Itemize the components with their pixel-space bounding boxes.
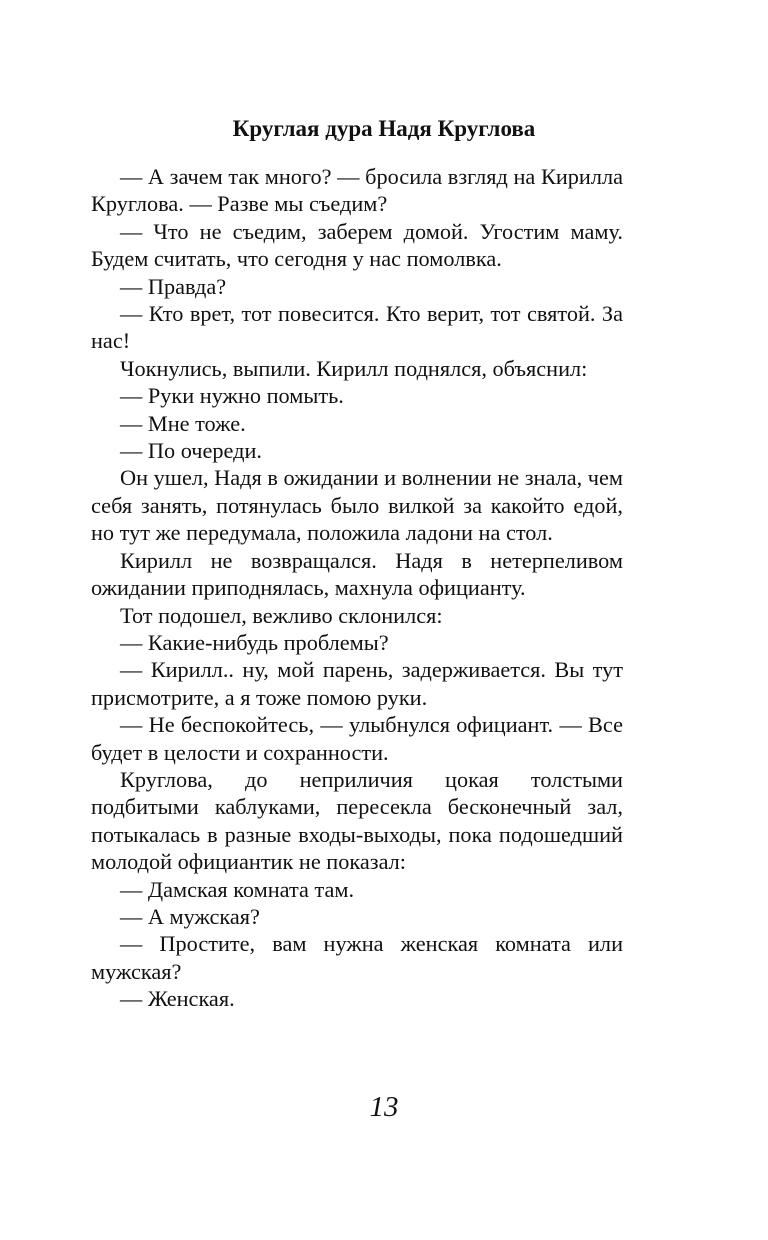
paragraph: — Мне тоже.: [120, 410, 246, 436]
paragraph: — Правда?: [120, 273, 227, 299]
paragraph: — А мужская?: [120, 903, 260, 929]
paragraph: — Кто врет, тот повесится. Кто верит, тот святой. За нас!: [91, 301, 623, 354]
page-number: 13: [369, 1091, 399, 1123]
paragraph: Круглова, до неприличия цокая толстыми подбитыми каблуками, пересекла бесконечный зал, потыкалась в разные входы-выходы, пока подошедший молодой официантик не показал:: [91, 766, 623, 875]
paragraph: — Женская.: [120, 986, 235, 1012]
paragraph: — Простите, вам нужна женская комната или мужская?: [91, 931, 623, 984]
paragraph: Тот подошел, вежливо склонился:: [120, 602, 443, 628]
running-head: Круглая дура Надя Круглова: [232, 116, 536, 141]
paragraph: — Не беспокойтесь, — улыбнулся официант. — Все будет в целости и сохранности.: [91, 712, 623, 765]
paragraph: Он ушел, Надя в ожидании и волнении не знала, чем себя занять, потянулась было вилкой за какойто едой, но тут же передумала, положила ладони на стол.: [91, 465, 623, 546]
paragraph: — По очереди.: [120, 438, 262, 464]
body-text: [91, 163, 623, 1013]
paragraph: — Руки нужно помыть.: [120, 383, 344, 409]
paragraph: — А зачем так много? — бросила взгляд на Кирилла Круглова. — Разве мы съедим?: [91, 164, 623, 217]
paragraph: — Дамская комната там.: [120, 876, 355, 902]
paragraph: Чокнулись, выпили. Кирилл поднялся, объяснил:: [120, 355, 588, 381]
paragraph: — Кирилл.. ну, мой парень, задерживается. Вы тут присмотрите, а я тоже помою руки.: [91, 657, 623, 710]
paragraph: Кирилл не возвращался. Надя в нетерпеливом ожидании приподнялась, махнула официанту.: [91, 547, 623, 601]
paragraph: — Что не съедим, заберем домой. Угостим маму. Будем считать, что сегодня у нас помолвка.: [91, 218, 623, 272]
paragraph: — Какие-нибудь проблемы?: [120, 629, 389, 655]
